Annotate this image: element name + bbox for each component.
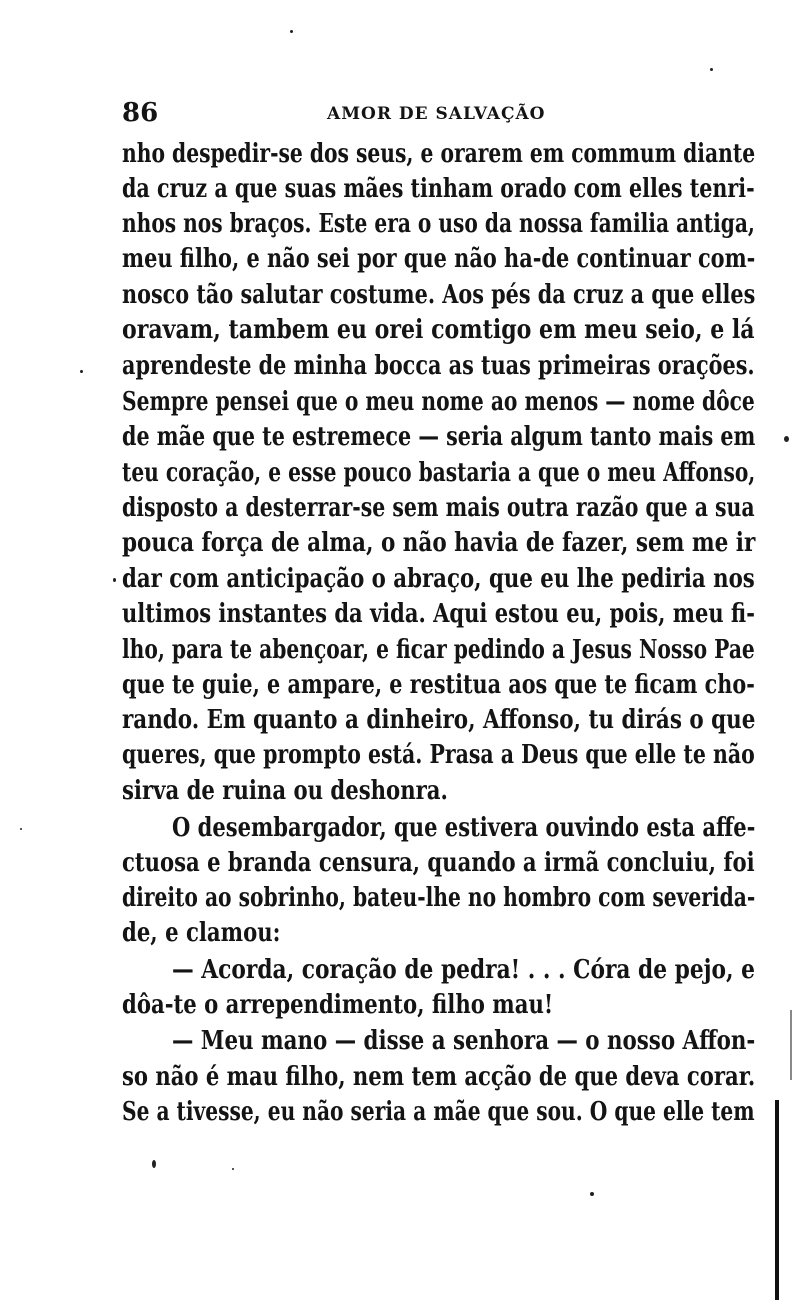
scan-edge-line: [790, 1010, 792, 1080]
ink-speck: [590, 1192, 594, 1196]
text-line: disposto a desterrar-se sem mais outra razão que a sua: [122, 492, 755, 523]
text-line: sirva de ruina ou deshonra.: [122, 775, 448, 806]
text-line: dar com anticipação o abraço, que eu lhe pediria nos: [122, 563, 755, 594]
running-title: AMOR DE SALVAÇÃO: [327, 104, 546, 124]
scan-edge-line: [775, 1100, 779, 1300]
text-line: O desembargador, que estivera ouvindo esta affe-: [172, 812, 756, 843]
text-line: nho despedir-se dos seus, e orarem em commum diante: [122, 138, 756, 169]
page-number: 86: [122, 98, 159, 128]
text-line: dôa-te o arrependimento, filho mau!: [122, 989, 554, 1020]
text-line: de, e clamou:: [122, 917, 281, 948]
text-line: — Acorda, coração de pedra! . . . Córa de pejo, e: [172, 954, 755, 985]
ink-speck: [232, 1168, 234, 1170]
text-line: ctuosa e branda censura, quando a irmã concluiu, foi: [122, 847, 755, 878]
text-line: que te guie, e ampare, e restitua aos que te ficam cho-: [122, 669, 755, 700]
text-line: de mãe que te estremece — seria algum tanto mais em: [122, 421, 756, 452]
text-line: meu filho, e não sei por que não ha-de continuar com-: [122, 243, 756, 274]
text-line: so não é mau filho, nem tem acção de que deva corar.: [122, 1061, 756, 1092]
text-line: direito ao sobrinho, bateu-lhe no hombro com severida-: [122, 882, 756, 913]
text-line: rando. Em quanto a dinheiro, Affonso, tu dirás o que: [122, 704, 756, 735]
text-line: ultimos instantes da vida. Aqui estou eu, pois, meu fi-: [122, 598, 755, 629]
ink-speck: [152, 1160, 156, 1168]
text-line: lho, para te abençoar, e ficar pedindo a Jesus Nosso Pae: [122, 634, 755, 665]
ink-speck: [710, 68, 713, 71]
page-header: [122, 98, 762, 132]
text-line: nhos nos braços. Este era o uso da nossa familia antiga,: [122, 208, 755, 239]
text-line: teu coração, e esse pouco bastaria a que o meu Affonso,: [122, 457, 756, 488]
text-line: pouca força de alma, o não havia de fazer, sem me ir: [122, 527, 756, 558]
text-line: queres, que prompto está. Prasa a Deus que elle te não: [122, 739, 755, 770]
text-line: da cruz a que suas mães tinham orado com elles tenri-: [122, 173, 755, 204]
text-line: aprendeste de minha bocca as tuas primeiras orações.: [122, 350, 755, 381]
ink-speck: [784, 436, 789, 442]
text-line: — Meu mano — disse a senhora — o nosso Affon-: [172, 1025, 756, 1056]
ink-speck: [290, 30, 293, 33]
text-line: Se a tivesse, eu não seria a mãe que sou. O que elle tem: [122, 1096, 755, 1127]
text-line: oravam, tambem eu orei comtigo em meu seio, e lá: [122, 314, 755, 345]
text-line: Sempre pensei que o meu nome ao menos — nome dôce: [122, 386, 755, 417]
ink-speck: [20, 828, 22, 830]
ink-speck: [80, 370, 83, 373]
ink-speck: [113, 578, 116, 582]
text-line: nosco tão salutar costume. Aos pés da cruz a que elles: [122, 279, 756, 310]
